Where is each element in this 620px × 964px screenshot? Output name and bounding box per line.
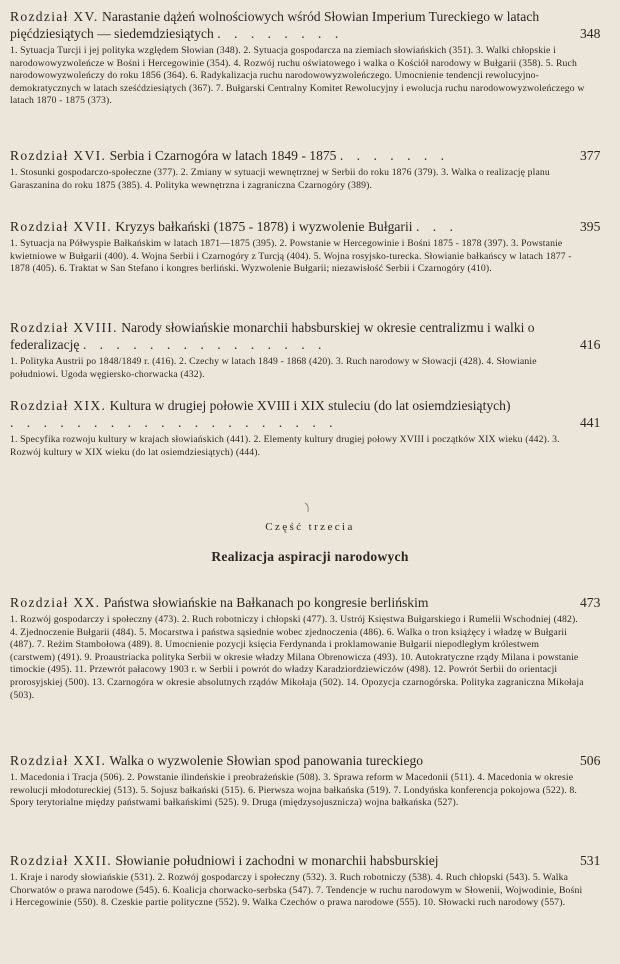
chapter-label: Rozdział XXI. xyxy=(10,753,107,768)
chapter-entry xyxy=(0,8,620,108)
chapter-entry xyxy=(0,397,620,459)
chapter-entry xyxy=(0,218,620,276)
chapter-heading xyxy=(0,319,620,353)
chapter-title: Kultura w drugiej połowie XVIII i XIX stuleciu (do lat osiemdziesiątych) xyxy=(109,398,511,413)
chapter-summary: 1. Kraje i narody słowiańskie (531). 2. Rozwój gospodarczy i społeczny (532). 3. Ruch robotniczy (538). 4. Ruch chłopski (543). 5. Walka Chorwatów o prawa narodowe (545). 6. Koalicja chorwacko-serbska (547). 7. Tendencje w ruchu narodowym w Słowenii, Wojwodinie, Bośni i Hercegowinie (550). 8. Czeskie partie polityczne (552). 9. Walka Czechów o prawa narodowe (555). 10. Słowacki ruch narodowy (557). xyxy=(10,872,583,909)
stray-mark xyxy=(303,502,313,514)
page-number: 348 xyxy=(580,26,601,41)
chapter-heading xyxy=(0,752,620,769)
chapter-label: Rozdział XVIII. xyxy=(10,320,118,335)
chapter-entry xyxy=(0,594,620,702)
page-number: 531 xyxy=(580,853,601,868)
page-number: 473 xyxy=(580,595,601,610)
page-number: 377 xyxy=(580,148,601,163)
dot-leader: . . . . . . . . . . . . . . . . . . . . xyxy=(10,415,338,430)
chapter-title: Kryzys bałkański (1875 - 1878) i wyzwolenie Bułgarii xyxy=(115,219,413,234)
chapter-label: Rozdział XVI. xyxy=(10,148,107,163)
chapter-summary: 1. Specyfika rozwoju kultury w krajach słowiańskich (441). 2. Elementy kultury drugiej połowy XVIII i początków XIX wieku (442). 3. Rozwój kultury w XIX wieku (do lat osiemdziesiątych) (444). xyxy=(10,434,560,458)
chapter-title: Narastanie dążeń wolnościowych wśród Słowian Imperium Tureckiego w latach pięćdziesiątych — siedemdziesiątych xyxy=(10,9,540,41)
chapter-title: Słowianie południowi i zachodni w monarchii habsburskiej xyxy=(115,853,439,868)
part-label: Część trzecia xyxy=(265,521,355,533)
page-number: 395 xyxy=(580,219,601,234)
chapter-heading xyxy=(0,397,620,431)
chapter-label: Rozdział XVII. xyxy=(10,219,112,234)
part-title: Realizacja aspiracji narodowych xyxy=(211,549,409,564)
chapter-heading xyxy=(0,8,620,42)
chapter-title: Walka o wyzwolenie Słowian spod panowania tureckiego xyxy=(109,753,424,768)
chapter-label: Rozdział XXII. xyxy=(10,853,112,868)
chapter-heading xyxy=(0,218,620,235)
page-number: 506 xyxy=(580,753,601,768)
chapter-summary: 1. Sytuacja Turcji i jej polityka względem Słowian (348). 2. Sytuacja gospodarcza na ziemiach słowiańskich (351). 3. Walki chłopskie i narodowowyzwoleńcze w Bośni i Hercegowinie (354). 4. Rozwój ruchu oświatowego i walka o Kościół narodowy w Bułgarii (358). 5. Ruch narodowowyzwoleńczy do roku 1856 (364). 6. Radykalizacja ruchu narodowowyzwoleńczego. Umocnienie tendencji rewolucyjno-demokratycznych w latach sześćdziesiątych (367). 7. Bułgarski Centralny Komitet Rewolucyjny i ewolucja ruchu narodowowyzwoleńczego w latach 1870 - 1875 (373). xyxy=(10,45,585,107)
chapter-summary: 1. Stosunki gospodarczo-społeczne (377). 2. Zmiany w sytuacji wewnętrznej w Serbii do roku 1876 (379). 3. Walka o realizację planu Garaszanina do roku 1875 (385). 4. Polityka wewnętrzna i zagraniczna Czarnogóry (389). xyxy=(10,167,550,191)
page-number: 416 xyxy=(580,337,601,352)
dot-leader: . . . . . . . xyxy=(339,148,450,163)
chapter-label: Rozdział XV. xyxy=(10,9,99,24)
chapter-title: Narody słowiańskie monarchii habsburskiej w okresie centralizmu i walki o federalizację xyxy=(10,320,535,352)
chapter-summary: 1. Sytuacja na Półwyspie Bałkańskim w latach 1871—1875 (395). 2. Powstanie w Hercegowinie i Bośni 1875 - 1878 (397). 3. Powstanie kwietniowe w Bułgarii (400). 4. Wojna Serbii i Czarnogóry z Turcją (404). 5. Wojna rosyjsko-turecka. Słowianie bałkańscy w latach 1877 - 1878 (405). 6. Traktat w San Stefano i kongres berliński. Wyzwolenie Bułgarii; niezawisłość Serbii i Czarnogóry (410). xyxy=(10,238,572,275)
dot-leader: . . . xyxy=(415,219,458,234)
chapter-label: Rozdział XIX. xyxy=(10,398,107,413)
chapter-summary: 1. Rozwój gospodarczy i społeczny (473). 2. Ruch robotniczy i chłopski (477). 3. Ustrój Księstwa Bułgarskiego i Rumelii Wschodniej (482). 4. Zjednoczenie Bułgarii (484). 5. Mocarstwa i państwa sąsiednie wobec zjednoczenia (486). 6. Walka o tron książęcy i władzę w Bułgarii (487). 7. Reżim Stambołowa (489). 8. Umocnienie pozycji księcia Ferdynanda i proklamowanie Bułgarii niepodległym królestwem (carstwem) (491). 9. Proaustriacka polityka Serbii w okresie władzy Milana Obrenowicza (493). 10. Autokratyczne rządy Milana i powstanie timockie (495). 11. Przewrót pałacowy 1903 r. w Serbii i powrót do władzy Karadziordziewiczów (498). 12. Powrót Serbii do orientacji prorosyjskiej (500). 13. Czarnogóra w okresie absolutnych rządów Mikołaja (502). 14. Opozycja czarnogórska. Polityka zagraniczna Mikołaja (503). xyxy=(10,614,584,701)
chapter-heading xyxy=(0,852,620,869)
chapter-entry xyxy=(0,752,620,810)
chapter-entry xyxy=(0,319,620,381)
chapter-label: Rozdział XX. xyxy=(10,595,101,610)
dot-leader: . . . . . . . . xyxy=(217,26,344,41)
chapter-summary: 1. Macedonia i Tracja (506). 2. Powstanie ilindeńskie i preobrażeńskie (508). 3. Sprawa reform w Macedonii (511). 4. Macedonia w okresie rewolucji młodotureckiej (513). 5. Sojusz bałkański (515). 6. Pierwsza wojna bałkańska (519). 7. Londyńska konferencja pokojowa (522). 8. Spory terytorialne między państwami bałkańskimi (525). 9. Druga (międzysojusznicza) wojna bałkańska (527). xyxy=(10,772,577,809)
chapter-heading xyxy=(0,594,620,611)
chapter-title: Państwa słowiańskie na Bałkanach po kongresie berlińskim xyxy=(103,595,429,610)
chapter-heading xyxy=(0,147,620,164)
chapter-entry xyxy=(0,147,620,192)
chapter-title: Serbia i Czarnogóra w latach 1849 - 1875 xyxy=(109,148,337,163)
page-number: 441 xyxy=(580,415,601,430)
chapter-summary: 1. Polityka Austrii po 1848/1849 r. (416). 2. Czechy w latach 1849 - 1868 (420). 3. Ruch narodowy w Słowacji (428). 4. Słowianie południowi. Ugoda węgiersko-chorwacka (432). xyxy=(10,356,537,380)
dot-leader: . . . . . . . . . . . . . . . xyxy=(82,337,327,352)
chapter-entry xyxy=(0,852,620,910)
